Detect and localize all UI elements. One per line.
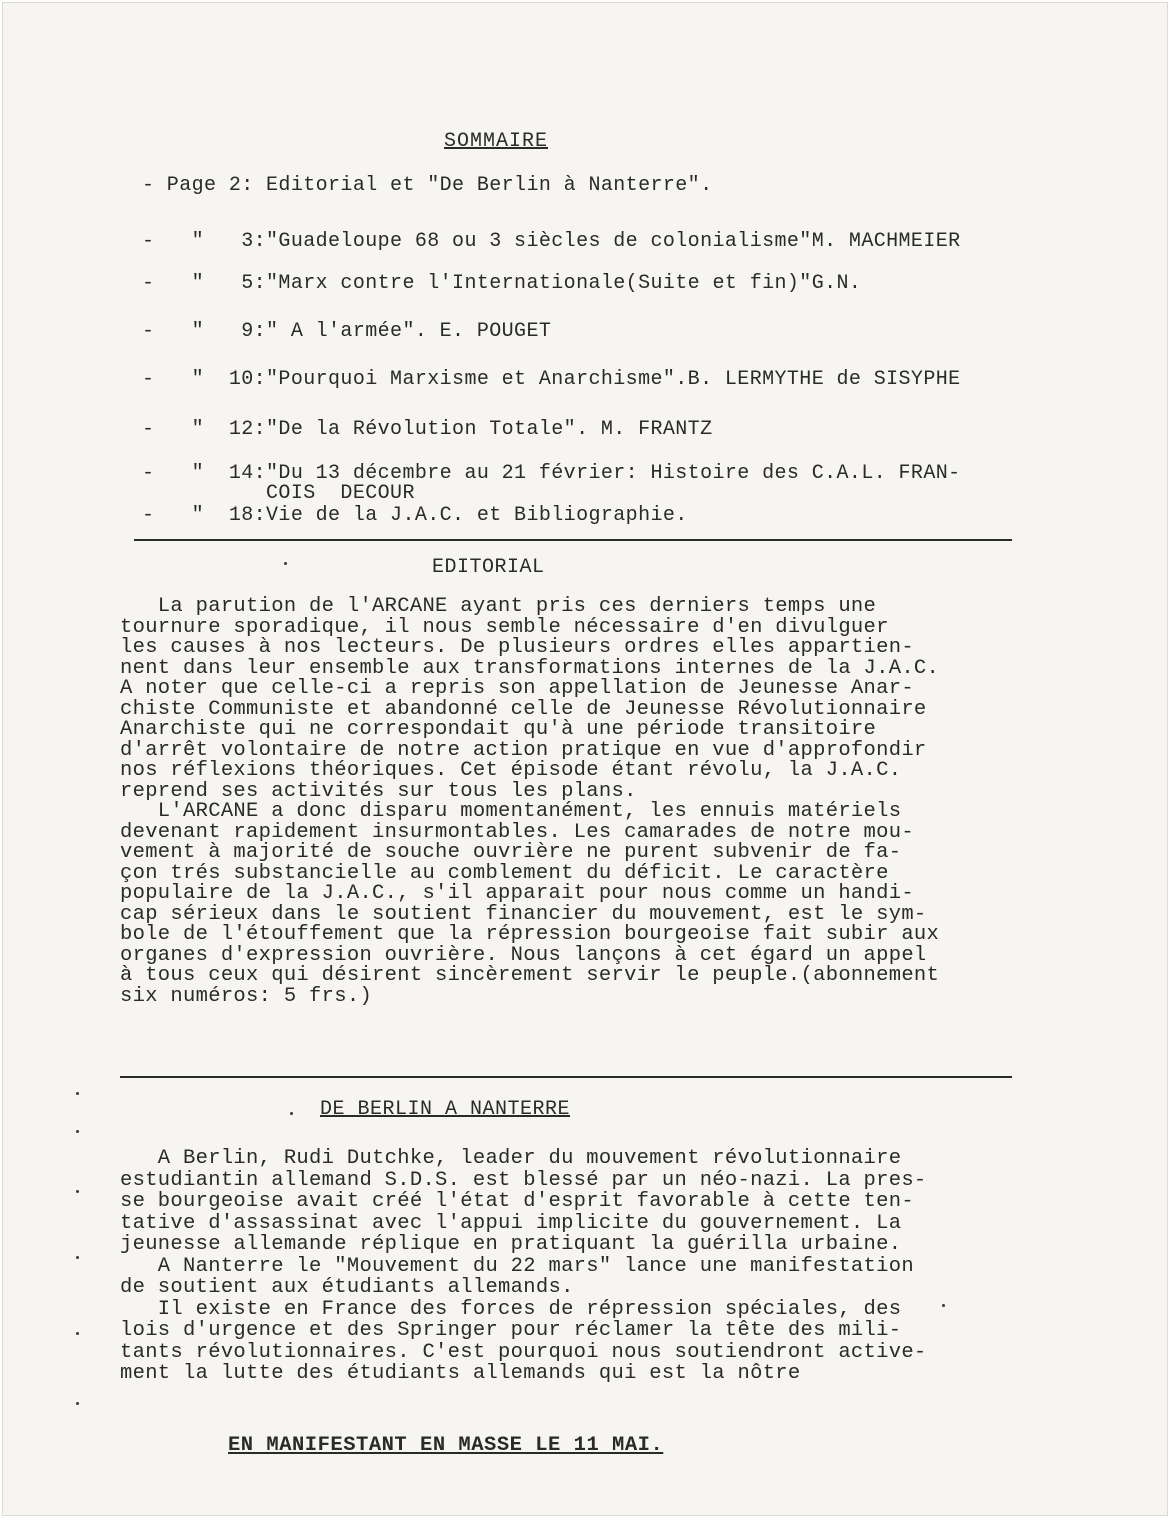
toc-entry: - " 14:"Du 13 décembre au 21 février: Histoire des C.A.L. FRAN- [142,462,961,485]
editorial-line: les causes à nos lecteurs. De plusieurs ordres elles appartien- [120,636,914,659]
berlin-line: A Nanterre le "Mouvement du 22 mars" lance une manifestation [120,1254,914,1278]
berlin-title: DE BERLIN A NANTERRE [320,1098,571,1121]
editorial-line: organes d'expression ouvrière. Nous lançons à cet égard un appel [120,943,927,967]
editorial-title: EDITORIAL [432,556,545,579]
berlin-line: tative d'assassinat avec l'appui implicite du gouvernement. La [120,1211,902,1235]
berlin-line: tants révolutionnaires. C'est pourquoi nous soutiendront active- [120,1340,927,1364]
berlin-line: de soutient aux étudiants allemands. [120,1276,574,1299]
sommaire-title: SOMMAIRE [444,130,549,153]
editorial-line: Anarchiste qui ne correspondait qu'à une période transitoire [120,718,877,741]
editorial-line: cap sérieux dans le soutient financier du mouvement, est le sym- [120,902,927,926]
berlin-line: jeunesse allemande réplique en pratiquant la guérilla urbaine. [120,1233,902,1256]
berlin-line: A Berlin, Rudi Dutchke, leader du mouvement révolutionnaire [120,1147,902,1170]
closing-call: EN MANIFESTANT EN MASSE LE 11 MAI. [228,1434,664,1457]
editorial-line: çon trés substancielle au comblement du déficit. Le caractère [120,861,889,885]
berlin-line: Il existe en France des forces de répression spéciales, des [120,1297,902,1321]
editorial-line: à tous ceux qui désirent sincèrement servir le peuple.(abonnement [120,964,940,987]
ink-speck [942,1304,945,1307]
toc-entry: - " 12:"De la Révolution Totale". M. FRANTZ [142,418,713,441]
ink-speck [76,1256,79,1259]
berlin-line: ment la lutte des étudiants allemands qui est la nôtre [120,1362,801,1385]
editorial-line: six numéros: 5 frs.) [120,984,373,1008]
ink-speck [76,1332,79,1335]
toc-entry: - " 5:"Marx contre l'Internationale(Suite et fin)"G.N. [142,272,862,295]
editorial-line: devenant rapidement insurmontables. Les camarades de notre mou- [120,820,914,844]
divider [120,1076,1012,1078]
divider [134,539,1012,541]
toc-entry-continuation: COIS DECOUR [142,482,415,505]
ink-speck [76,1190,79,1193]
berlin-body [120,1148,1060,1385]
editorial-line: La parution de l'ARCANE ayant pris ces derniers temps une [120,595,877,618]
editorial-body [120,597,1060,1007]
editorial-line: A noter que celle-ci a repris son appellation de Jeunesse Anar- [120,677,914,700]
editorial-line: L'ARCANE a donc disparu momentanément, les ennuis matériels [120,800,902,823]
toc-entry: - " 3:"Guadeloupe 68 ou 3 siècles de colonialisme"M. MACHMEIER [142,230,961,253]
berlin-line: lois d'urgence et des Springer pour réclamer la tête des mili- [120,1319,902,1342]
editorial-line: nent dans leur ensemble aux transformations internes de la J.A.C. [120,656,940,680]
editorial-line: vement à majorité de souche ouvrière ne purent subvenir de fa- [120,841,902,864]
editorial-line: nos réflexions théoriques. Cet épisode étant révolu, la J.A.C. [120,759,902,782]
ink-speck [290,1112,293,1115]
berlin-line: estudiantin allemand S.D.S. est blessé par un néo-nazi. La pres- [120,1168,927,1192]
toc-entry: - " 9:" A l'armée". E. POUGET [142,320,552,343]
ink-speck [76,1130,79,1133]
ink-speck [284,562,287,565]
editorial-line: populaire de la J.A.C., s'il apparait pour nous comme un handi- [120,882,914,905]
toc-entry: - " 18:Vie de la J.A.C. et Bibliographie. [142,504,688,527]
document-page [2,2,1168,1516]
ink-speck [76,1402,79,1405]
editorial-line: d'arrêt volontaire de notre action pratique en vue d'approfondir [120,738,927,762]
editorial-line: reprend ses activités sur tous les plans. [120,779,637,803]
berlin-line: se bourgeoise avait créé l'état d'esprit favorable à cette ten- [120,1190,914,1213]
editorial-line: chiste Communiste et abandonné celle de Jeunesse Révolutionnaire [120,697,927,721]
editorial-line: tournure sporadique, il nous semble nécessaire d'en divulguer [120,615,889,639]
toc-entry: - " 10:"Pourquoi Marxisme et Anarchisme".B. LERMYTHE de SISYPHE [142,368,961,391]
toc-entry: - Page 2: Editorial et "De Berlin à Nanterre". [142,174,713,197]
editorial-line: bole de l'étouffement que la répression bourgeoise fait subir aux [120,923,940,946]
ink-speck [76,1092,79,1095]
